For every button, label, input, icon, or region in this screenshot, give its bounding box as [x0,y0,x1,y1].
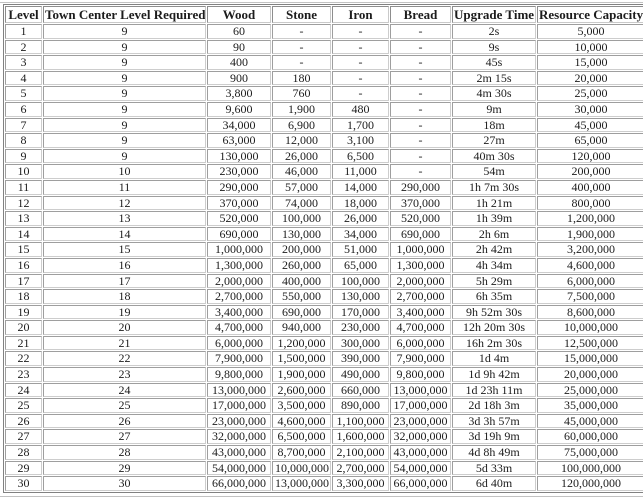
cell-town-center-level-required: 9 [43,55,206,70]
cell-bread: - [390,164,451,179]
cell-stone: 8,700,000 [272,445,331,460]
cell-wood: 9,800,000 [207,367,271,382]
cell-iron: 890,000 [332,398,389,413]
header-cell-wood: Wood [207,6,271,23]
cell-wood: 63,000 [207,133,271,148]
cell-stone: 74,000 [272,196,331,211]
cell-resource-capacity: 800,000 [537,196,643,211]
cell-upgrade-time: 45s [452,55,536,70]
cell-bread: 6,000,000 [390,336,451,351]
cell-iron: - [332,86,389,101]
cell-level: 27 [5,429,42,444]
cell-wood: 400 [207,55,271,70]
cell-level: 18 [5,289,42,304]
cell-town-center-level-required: 29 [43,461,206,476]
cell-resource-capacity: 5,000 [537,24,643,39]
cell-bread: 54,000,000 [390,461,451,476]
cell-bread: 13,000,000 [390,383,451,398]
cell-town-center-level-required: 9 [43,133,206,148]
cell-resource-capacity: 1,200,000 [537,211,643,226]
cell-iron: 6,500 [332,149,389,164]
cell-wood: 34,000 [207,118,271,133]
cell-stone: - [272,55,331,70]
cell-level: 2 [5,40,42,55]
cell-level: 29 [5,461,42,476]
table-header-row [5,6,643,23]
table-row [5,476,643,491]
cell-upgrade-time: 27m [452,133,536,148]
cell-upgrade-time: 3d 3h 57m [452,414,536,429]
cell-town-center-level-required: 17 [43,274,206,289]
cell-town-center-level-required: 9 [43,102,206,117]
cell-resource-capacity: 120,000 [537,149,643,164]
cell-upgrade-time: 1d 9h 42m [452,367,536,382]
cell-resource-capacity: 30,000 [537,102,643,117]
table-row [5,211,643,226]
cell-bread: 370,000 [390,196,451,211]
cell-bread: 290,000 [390,180,451,195]
cell-wood: 2,000,000 [207,274,271,289]
cell-wood: 3,800 [207,86,271,101]
cell-town-center-level-required: 15 [43,242,206,257]
cell-wood: 90 [207,40,271,55]
cell-iron: 130,000 [332,289,389,304]
cell-bread: - [390,118,451,133]
table-row [5,461,643,476]
cell-wood: 290,000 [207,180,271,195]
cell-iron: 1,100,000 [332,414,389,429]
cell-upgrade-time: 6d 40m [452,476,536,491]
cell-iron: - [332,40,389,55]
cell-bread: 23,000,000 [390,414,451,429]
cell-level: 9 [5,149,42,164]
cell-wood: 7,900,000 [207,351,271,366]
cell-stone: 46,000 [272,164,331,179]
cell-town-center-level-required: 9 [43,24,206,39]
table-row [5,149,643,164]
cell-iron: 3,100 [332,133,389,148]
page-bottom-rule [0,496,643,497]
cell-upgrade-time: 5d 33m [452,461,536,476]
table-row [5,164,643,179]
cell-level: 19 [5,305,42,320]
cell-resource-capacity: 100,000,000 [537,461,643,476]
town-center-upgrade-table [3,4,643,493]
cell-iron: 65,000 [332,258,389,273]
cell-stone: 10,000,000 [272,461,331,476]
cell-upgrade-time: 2h 6m [452,227,536,242]
cell-stone: 1,200,000 [272,336,331,351]
cell-level: 21 [5,336,42,351]
cell-bread: 17,000,000 [390,398,451,413]
cell-wood: 32,000,000 [207,429,271,444]
cell-level: 16 [5,258,42,273]
cell-town-center-level-required: 12 [43,196,206,211]
cell-upgrade-time: 1d 23h 11m [452,383,536,398]
cell-upgrade-time: 2h 42m [452,242,536,257]
cell-iron: 3,300,000 [332,476,389,491]
cell-bread: 66,000,000 [390,476,451,491]
cell-bread: 4,700,000 [390,320,451,335]
cell-level: 8 [5,133,42,148]
cell-level: 22 [5,351,42,366]
cell-wood: 2,700,000 [207,289,271,304]
table-row [5,118,643,133]
cell-iron: 34,000 [332,227,389,242]
header-cell-town-center-level-required: Town Center Level Required [45,7,206,22]
cell-level: 24 [5,383,42,398]
cell-stone: 6,900 [272,118,331,133]
cell-bread: 1,300,000 [390,258,451,273]
cell-level: 20 [5,320,42,335]
cell-town-center-level-required: 27 [43,429,206,444]
cell-wood: 17,000,000 [207,398,271,413]
cell-upgrade-time: 1h 7m 30s [452,180,536,195]
cell-upgrade-time: 18m [452,118,536,133]
cell-town-center-level-required: 26 [43,414,206,429]
cell-upgrade-time: 16h 2m 30s [452,336,536,351]
cell-resource-capacity: 3,200,000 [537,242,643,257]
table-body [5,24,643,491]
cell-level: 4 [5,71,42,86]
cell-wood: 23,000,000 [207,414,271,429]
cell-stone: 13,000,000 [272,476,331,491]
cell-resource-capacity: 35,000,000 [537,398,643,413]
cell-resource-capacity: 7,500,000 [537,289,643,304]
cell-resource-capacity: 1,900,000 [537,227,643,242]
cell-resource-capacity: 65,000 [537,133,643,148]
header-cell-level: Level [5,6,42,23]
cell-stone: 2,600,000 [272,383,331,398]
cell-resource-capacity: 60,000,000 [537,429,643,444]
cell-stone: 400,000 [272,274,331,289]
cell-bread: 32,000,000 [390,429,451,444]
header-cell-iron: Iron [332,6,389,23]
cell-stone: - [272,40,331,55]
cell-upgrade-time: 1h 39m [452,211,536,226]
cell-stone: 4,600,000 [272,414,331,429]
cell-stone: 3,500,000 [272,398,331,413]
cell-wood: 43,000,000 [207,445,271,460]
table-row [5,71,643,86]
cell-bread: 2,700,000 [390,289,451,304]
cell-upgrade-time: 54m [452,164,536,179]
cell-town-center-level-required: 25 [43,398,206,413]
cell-stone: 26,000 [272,149,331,164]
table-row [5,336,643,351]
cell-bread: 1,000,000 [390,242,451,257]
cell-wood: 1,300,000 [207,258,271,273]
cell-iron: - [332,24,389,39]
cell-level: 30 [5,476,42,491]
cell-iron: 230,000 [332,320,389,335]
table-row [5,274,643,289]
cell-stone: 100,000 [272,211,331,226]
cell-level: 13 [5,211,42,226]
cell-upgrade-time: 2d 18h 3m [452,398,536,413]
cell-resource-capacity: 200,000 [537,164,643,179]
cell-resource-capacity: 20,000,000 [537,367,643,382]
cell-town-center-level-required: 10 [43,164,206,179]
cell-iron: - [332,55,389,70]
cell-resource-capacity: 15,000 [537,55,643,70]
cell-resource-capacity: 12,500,000 [537,336,643,351]
cell-resource-capacity: 4,600,000 [537,258,643,273]
header-cell-bread: Bread [390,6,451,23]
cell-resource-capacity: 6,000,000 [537,274,643,289]
cell-iron: 11,000 [332,164,389,179]
cell-level: 25 [5,398,42,413]
cell-town-center-level-required: 9 [43,40,206,55]
cell-stone: 1,900 [272,102,331,117]
cell-level: 5 [5,86,42,101]
cell-level: 6 [5,102,42,117]
table-row [5,445,643,460]
cell-bread: - [390,55,451,70]
cell-wood: 370,000 [207,196,271,211]
cell-wood: 1,000,000 [207,242,271,257]
cell-bread: 7,900,000 [390,351,451,366]
cell-town-center-level-required: 9 [43,149,206,164]
table-row [5,289,643,304]
cell-bread: - [390,102,451,117]
cell-iron: 18,000 [332,196,389,211]
cell-resource-capacity: 25,000 [537,86,643,101]
cell-iron: 14,000 [332,180,389,195]
cell-iron: 660,000 [332,383,389,398]
cell-resource-capacity: 10,000 [537,40,643,55]
cell-level: 15 [5,242,42,257]
cell-resource-capacity: 10,000,000 [537,320,643,335]
cell-iron: 170,000 [332,305,389,320]
cell-resource-capacity: 20,000 [537,71,643,86]
cell-wood: 3,400,000 [207,305,271,320]
cell-wood: 9,600 [207,102,271,117]
cell-bread: - [390,40,451,55]
cell-level: 23 [5,367,42,382]
table-row [5,133,643,148]
table-row [5,258,643,273]
cell-bread: - [390,149,451,164]
table-row [5,40,643,55]
cell-upgrade-time: 4d 8h 49m [452,445,536,460]
cell-bread: - [390,71,451,86]
cell-upgrade-time: 9h 52m 30s [452,305,536,320]
cell-stone: 1,500,000 [272,351,331,366]
header-cell-stone: Stone [272,6,331,23]
table-row [5,383,643,398]
cell-resource-capacity: 15,000,000 [537,351,643,366]
cell-level: 11 [5,180,42,195]
cell-stone: - [272,24,331,39]
cell-stone: 180 [272,71,331,86]
cell-level: 12 [5,196,42,211]
cell-wood: 6,000,000 [207,336,271,351]
page-top-rule [0,2,643,3]
cell-town-center-level-required: 9 [43,71,206,86]
cell-bread: - [390,133,451,148]
cell-wood: 900 [207,71,271,86]
cell-iron: 2,700,000 [332,461,389,476]
cell-level: 1 [5,24,42,39]
cell-town-center-level-required: 9 [43,86,206,101]
cell-town-center-level-required: 13 [43,211,206,226]
cell-level: 14 [5,227,42,242]
header-cell-upgrade-time: Upgrade Time [454,7,535,22]
table-row [5,24,643,39]
cell-upgrade-time: 9s [452,40,536,55]
cell-iron: 390,000 [332,351,389,366]
cell-iron: 490,000 [332,367,389,382]
table-row [5,86,643,101]
cell-wood: 130,000 [207,149,271,164]
cell-upgrade-time: 5h 29m [452,274,536,289]
cell-stone: 760 [272,86,331,101]
cell-upgrade-time: 2s [452,24,536,39]
cell-stone: 260,000 [272,258,331,273]
cell-stone: 550,000 [272,289,331,304]
header-cell-resource-capacity: Resource Capacity [539,7,643,22]
cell-town-center-level-required: 20 [43,320,206,335]
cell-resource-capacity: 400,000 [537,180,643,195]
cell-iron: 26,000 [332,211,389,226]
cell-bread: 43,000,000 [390,445,451,460]
cell-town-center-level-required: 21 [43,336,206,351]
cell-upgrade-time: 4m 30s [452,86,536,101]
cell-town-center-level-required: 30 [43,476,206,491]
cell-wood: 690,000 [207,227,271,242]
cell-iron: 2,100,000 [332,445,389,460]
cell-town-center-level-required: 24 [43,383,206,398]
table-row [5,242,643,257]
cell-wood: 60 [207,24,271,39]
cell-bread: - [390,86,451,101]
cell-upgrade-time: 40m 30s [452,149,536,164]
cell-town-center-level-required: 14 [43,227,206,242]
cell-stone: 6,500,000 [272,429,331,444]
cell-stone: 130,000 [272,227,331,242]
cell-wood: 4,700,000 [207,320,271,335]
cell-upgrade-time: 1h 21m [452,196,536,211]
cell-bread: 3,400,000 [390,305,451,320]
cell-upgrade-time: 6h 35m [452,289,536,304]
cell-resource-capacity: 8,600,000 [537,305,643,320]
cell-upgrade-time: 1d 4m [452,351,536,366]
cell-bread: 9,800,000 [390,367,451,382]
cell-stone: 12,000 [272,133,331,148]
table-row [5,429,643,444]
cell-resource-capacity: 120,000,000 [537,476,643,491]
cell-stone: 690,000 [272,305,331,320]
cell-wood: 13,000,000 [207,383,271,398]
cell-level: 17 [5,274,42,289]
cell-town-center-level-required: 22 [43,351,206,366]
cell-wood: 520,000 [207,211,271,226]
table-row [5,196,643,211]
cell-level: 26 [5,414,42,429]
cell-iron: 1,600,000 [332,429,389,444]
table-row [5,367,643,382]
cell-bread: 2,000,000 [390,274,451,289]
cell-wood: 66,000,000 [207,476,271,491]
cell-iron: 100,000 [332,274,389,289]
table-row [5,398,643,413]
table-row [5,320,643,335]
cell-stone: 200,000 [272,242,331,257]
cell-iron: 1,700 [332,118,389,133]
cell-town-center-level-required: 19 [43,305,206,320]
cell-town-center-level-required: 23 [43,367,206,382]
cell-bread: 520,000 [390,211,451,226]
cell-stone: 1,900,000 [272,367,331,382]
cell-wood: 230,000 [207,164,271,179]
cell-bread: - [390,24,451,39]
table-row [5,414,643,429]
cell-wood: 54,000,000 [207,461,271,476]
cell-upgrade-time: 9m [452,102,536,117]
cell-town-center-level-required: 16 [43,258,206,273]
cell-stone: 940,000 [272,320,331,335]
table-row [5,55,643,70]
cell-level: 10 [5,164,42,179]
cell-iron: 51,000 [332,242,389,257]
cell-upgrade-time: 3d 19h 9m [452,429,536,444]
cell-town-center-level-required: 11 [43,180,206,195]
cell-bread: 690,000 [390,227,451,242]
cell-town-center-level-required: 18 [43,289,206,304]
table-row [5,305,643,320]
cell-level: 3 [5,55,42,70]
cell-town-center-level-required: 28 [43,445,206,460]
table-row [5,102,643,117]
cell-resource-capacity: 25,000,000 [537,383,643,398]
cell-iron: 480 [332,102,389,117]
table-row [5,180,643,195]
cell-resource-capacity: 45,000,000 [537,414,643,429]
cell-iron: 300,000 [332,336,389,351]
table-row [5,351,643,366]
cell-level: 28 [5,445,42,460]
cell-iron: - [332,71,389,86]
cell-level: 7 [5,118,42,133]
table-row [5,227,643,242]
cell-upgrade-time: 12h 20m 30s [452,320,536,335]
cell-upgrade-time: 2m 15s [452,71,536,86]
cell-upgrade-time: 4h 34m [452,258,536,273]
cell-resource-capacity: 75,000,000 [537,445,643,460]
cell-town-center-level-required: 9 [43,118,206,133]
cell-resource-capacity: 45,000 [537,118,643,133]
cell-stone: 57,000 [272,180,331,195]
